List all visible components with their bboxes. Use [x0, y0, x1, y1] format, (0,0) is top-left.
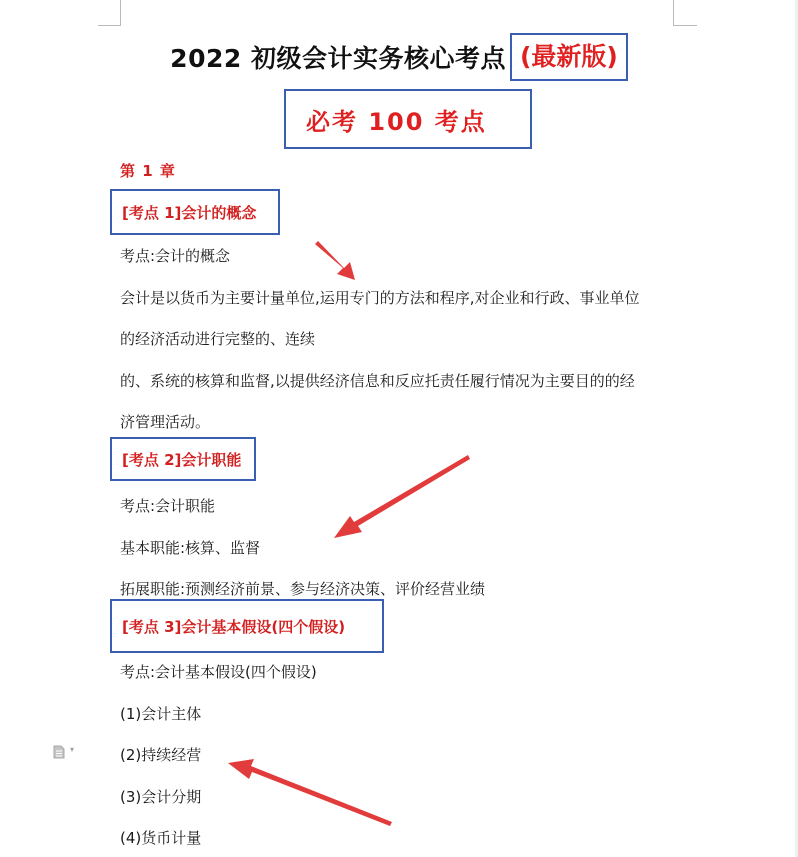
body-line: (1)会计主体	[120, 705, 202, 723]
body-line: 的经济活动进行完整的、连续	[120, 330, 316, 348]
body-line: (2)持续经营	[120, 746, 202, 764]
body-line: (4)货币计量	[120, 829, 202, 847]
body-line: 基本职能:核算、监督	[120, 539, 261, 557]
section-heading-3: [考点 3]会计基本假设(四个假设)	[110, 599, 384, 653]
arrow-annotation-3	[228, 759, 392, 826]
arrow-annotation-1	[315, 241, 355, 280]
body-line: 会计是以货币为主要计量单位,运用专门的方法和程序,对企业和行政、事业单位	[120, 289, 640, 307]
title-edition-badge: (最新版)	[510, 33, 628, 81]
body-line: 考点:会计基本假设(四个假设)	[120, 663, 317, 681]
title-main-text: 2022 初级会计实务核心考点	[170, 44, 506, 73]
subtitle-box: 必考 100 考点	[284, 89, 532, 149]
body-line: (3)会计分期	[120, 788, 202, 806]
body-line: 考点:会计职能	[120, 497, 216, 515]
caret-down-icon[interactable]: ▾	[70, 745, 75, 754]
body-line: 的、系统的核算和监督,以提供经济信息和反应托责任履行情况为主要目的的经	[120, 372, 635, 390]
body-line: 拓展职能:预测经济前景、参与经济决策、评价经营业绩	[120, 580, 486, 598]
body-line: 济管理活动。	[120, 413, 211, 431]
body-line: 考点:会计的概念	[120, 247, 231, 265]
arrow-annotation-2	[334, 455, 470, 538]
chapter-heading: 第 1 章	[120, 162, 176, 180]
section-heading-2: [考点 2]会计职能	[110, 437, 256, 481]
section-heading-1: [考点 1]会计的概念	[110, 189, 280, 235]
